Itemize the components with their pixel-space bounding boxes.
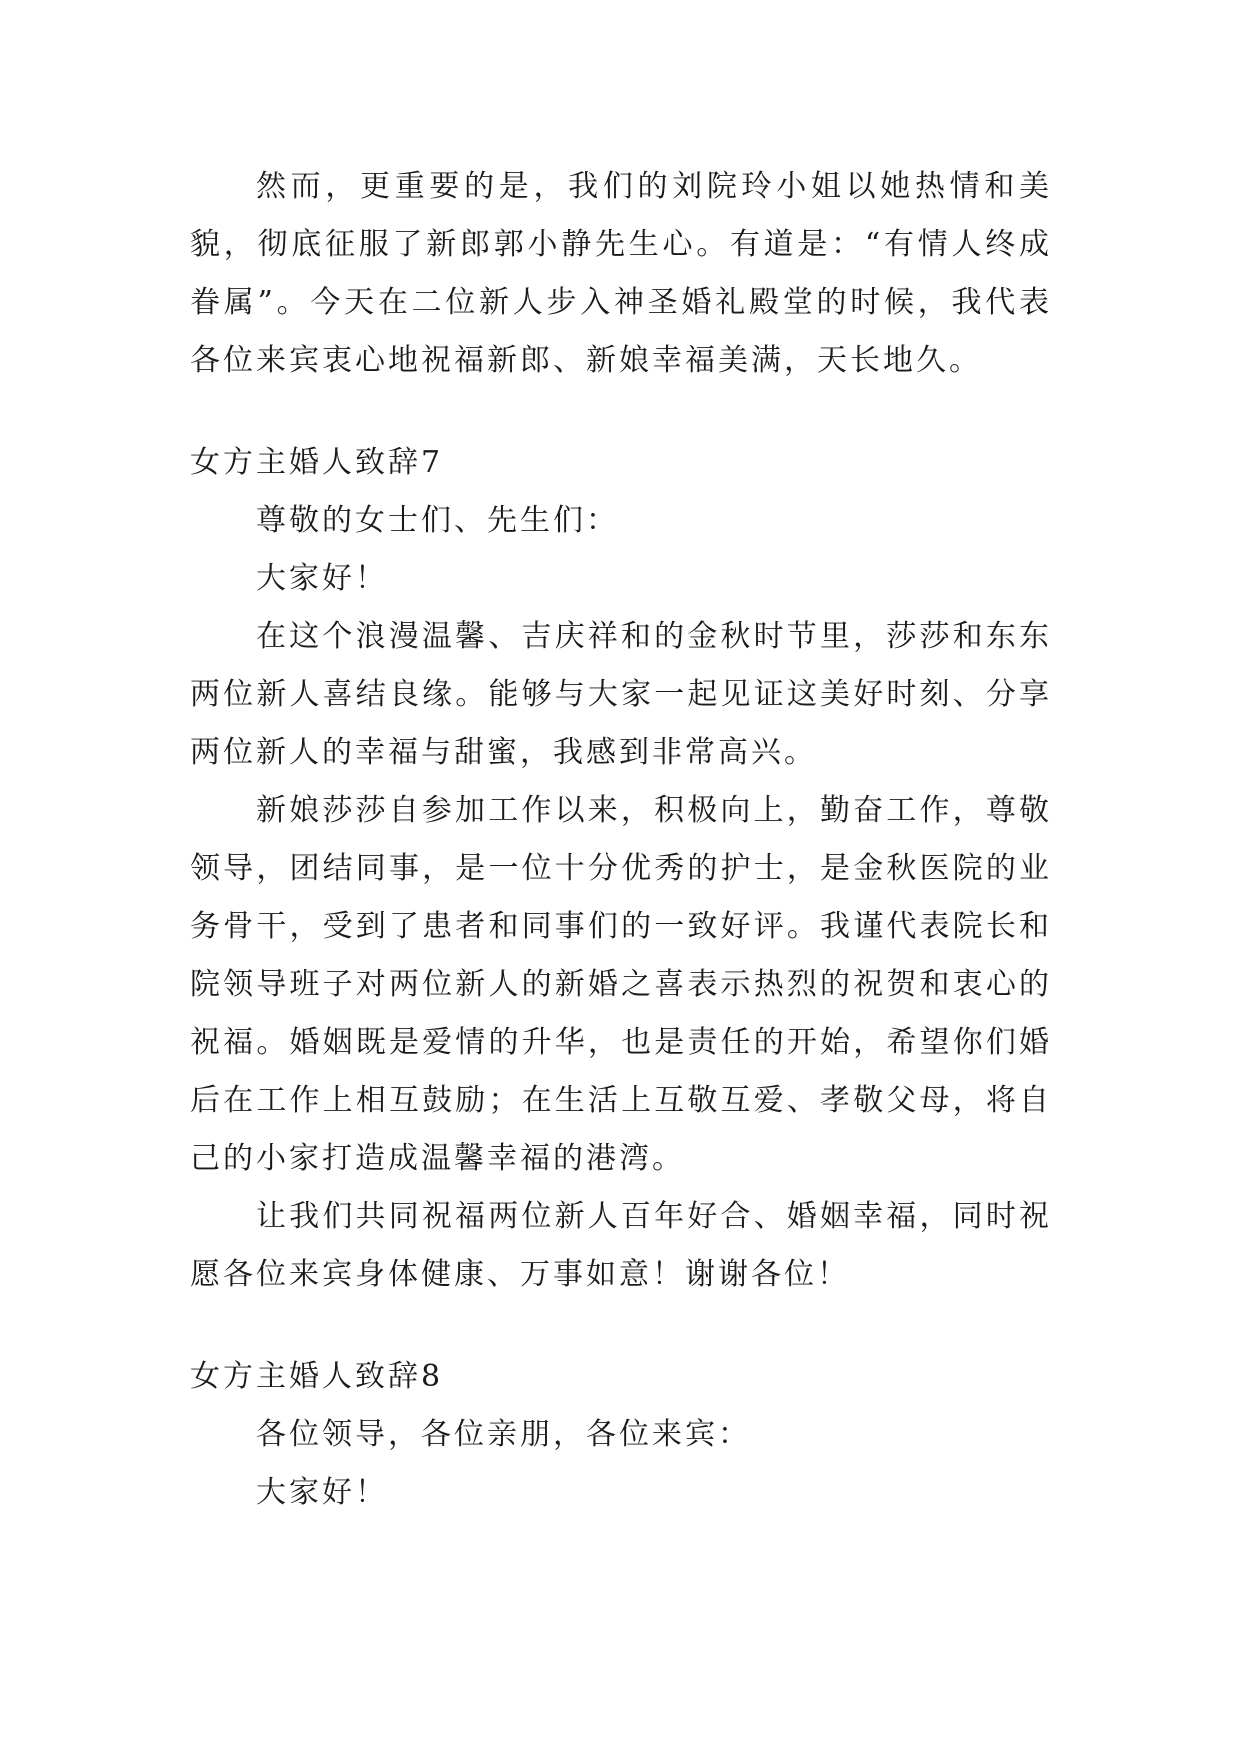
paragraph-intro: 然而，更重要的是，我们的刘院玲小姐以她热情和美貌，彻底征服了新郎郭小静先生心。有道是：“有情人终成眷属”。今天在二位新人步入神圣婚礼殿堂的时候，我代表各位来宾衷心地祝福新郎、新娘幸福美满，天长地久。 bbox=[190, 169, 1052, 378]
salutation-8: 各位领导，各位亲朋，各位来宾： bbox=[256, 1417, 751, 1452]
greeting-7: 大家好！ bbox=[256, 561, 388, 596]
paragraph-7-3: 让我们共同祝福两位新人百年好合、婚姻幸福，同时祝愿各位来宾身体健康、万事如意！谢谢各位！ bbox=[190, 1199, 1052, 1292]
greeting-8: 大家好！ bbox=[256, 1475, 388, 1510]
salutation-7: 尊敬的女士们、先生们： bbox=[256, 503, 619, 538]
paragraph-7-2: 新娘莎莎自参加工作以来，积极向上，勤奋工作，尊敬领导，团结同事，是一位十分优秀的护士，是金秋医院的业务骨干，受到了患者和同事们的一致好评。我谨代表院长和院领导班子对两位新人的新婚之喜表示热烈的祝贺和衷心的祝福。婚姻既是爱情的升华，也是责任的开始，希望你们婚后在工作上相互鼓励；在生活上互敬互爱、孝敬父母，将自己的小家打造成温馨幸福的港湾。 bbox=[190, 793, 1052, 1176]
document-body bbox=[190, 158, 1052, 1522]
section-heading-7: 女方主婚人致辞7 bbox=[190, 445, 444, 480]
paragraph-7-1: 在这个浪漫温馨、吉庆祥和的金秋时节里，莎莎和东东两位新人喜结良缘。能够与大家一起见证这美好时刻、分享两位新人的幸福与甜蜜，我感到非常高兴。 bbox=[190, 619, 1052, 770]
section-heading-8: 女方主婚人致辞8 bbox=[190, 1359, 444, 1394]
